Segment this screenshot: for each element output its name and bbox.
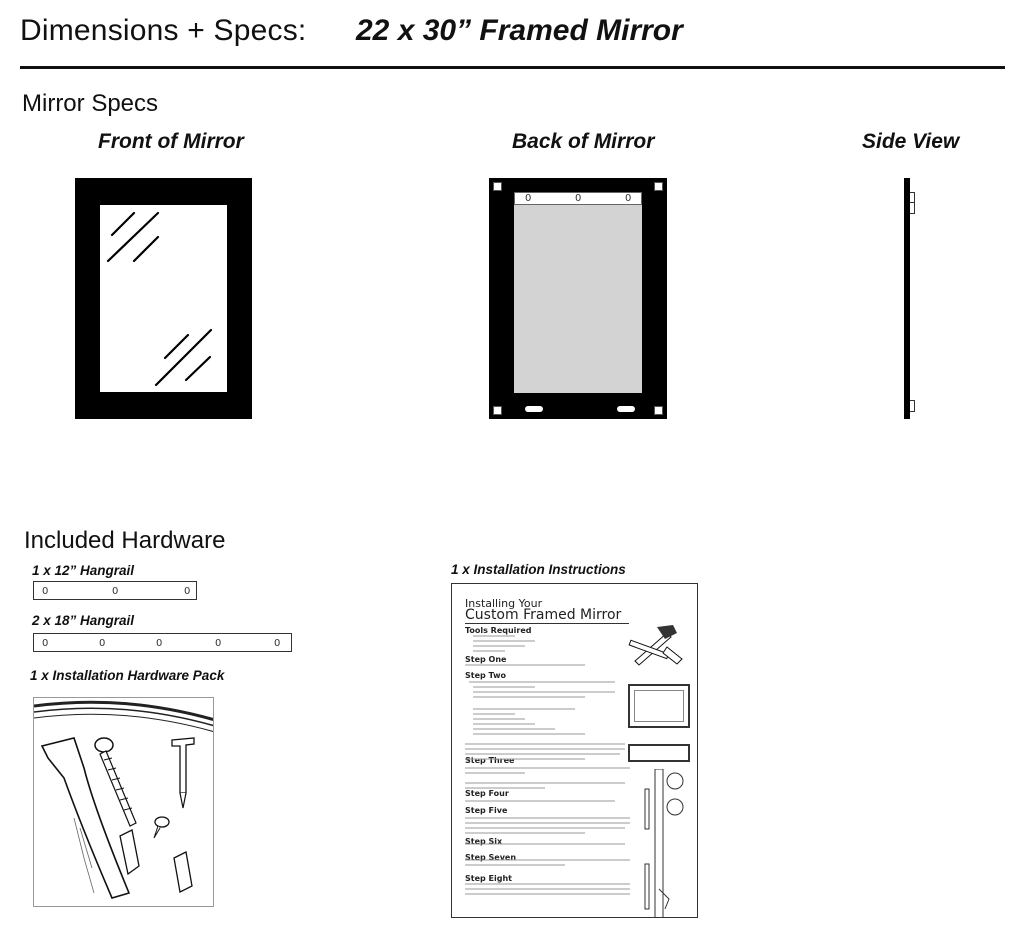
page-title: Dimensions + Specs: bbox=[20, 14, 307, 47]
hangrail-diagram-icon bbox=[628, 744, 690, 762]
rail-hole-icon: 0 bbox=[625, 193, 632, 204]
mirror-back-illustration bbox=[489, 178, 667, 419]
rail-hole-icon: 0 bbox=[215, 638, 222, 649]
hardware-pack-label: 1 x Installation Hardware Pack bbox=[30, 668, 225, 683]
side-hangrail-icon bbox=[910, 202, 915, 214]
back-panel bbox=[514, 205, 642, 393]
corner-bracket-icon bbox=[654, 406, 663, 415]
rail-hole-icon: 0 bbox=[156, 638, 163, 649]
included-hardware-heading: Included Hardware bbox=[24, 527, 226, 554]
frame-diagram-icon bbox=[628, 684, 690, 728]
rail-hole-icon: 0 bbox=[184, 586, 191, 597]
doc-step-heading: Step One bbox=[465, 655, 507, 664]
rail-hole-icon: 0 bbox=[99, 638, 106, 649]
mirror-front-illustration bbox=[75, 178, 252, 419]
rail-hole-icon: 0 bbox=[575, 193, 582, 204]
hangrail-12-label: 1 x 12” Hangrail bbox=[32, 563, 135, 578]
rail-hole-icon: 0 bbox=[112, 586, 119, 597]
instructions-label: 1 x Installation Instructions bbox=[451, 562, 626, 577]
doc-step-heading: Step Eight bbox=[465, 874, 512, 883]
corner-bracket-icon bbox=[493, 182, 502, 191]
doc-step-heading: Step Two bbox=[465, 671, 506, 680]
doc-title-line2: Custom Framed Mirror bbox=[465, 607, 629, 624]
hardware-pack-illustration bbox=[33, 697, 214, 907]
corner-bracket-icon bbox=[654, 182, 663, 191]
mirror-side-illustration bbox=[904, 178, 910, 419]
instructions-document-thumbnail bbox=[451, 583, 698, 918]
bumper-icon bbox=[617, 406, 635, 412]
rail-hole-icon: 0 bbox=[42, 638, 49, 649]
rail-hole-icon: 0 bbox=[274, 638, 281, 649]
product-title: 22 x 30” Framed Mirror bbox=[356, 14, 683, 47]
side-view-label: Side View bbox=[862, 130, 960, 153]
back-view-label: Back of Mirror bbox=[512, 130, 655, 153]
hangrail-12-illustration bbox=[33, 581, 197, 600]
tools-icon bbox=[627, 619, 687, 669]
rail-hole-icon: 0 bbox=[525, 193, 532, 204]
doc-step-heading: Tools Required bbox=[465, 626, 532, 635]
corner-bracket-icon bbox=[493, 406, 502, 415]
hangrail-18-label: 2 x 18” Hangrail bbox=[32, 613, 135, 628]
doc-step-heading: Step Four bbox=[465, 789, 509, 798]
hardware-pack-icon bbox=[34, 698, 214, 907]
doc-body-text-lines bbox=[465, 634, 635, 914]
mirror-specs-heading: Mirror Specs bbox=[22, 90, 159, 117]
bumper-icon bbox=[525, 406, 543, 412]
doc-step-heading: Step Six bbox=[465, 837, 503, 846]
hangrail-18-illustration bbox=[33, 633, 292, 652]
glass-reflection-icon bbox=[100, 205, 227, 392]
rail-hole-icon: 0 bbox=[42, 586, 49, 597]
front-view-label: Front of Mirror bbox=[98, 130, 244, 153]
doc-title-line1: Installing Your bbox=[465, 597, 543, 610]
wall-install-diagram-icon bbox=[635, 769, 690, 918]
back-hangrail bbox=[514, 192, 642, 205]
doc-step-heading: Step Five bbox=[465, 806, 508, 815]
side-bumper-icon bbox=[910, 400, 915, 412]
doc-step-heading: Step Three bbox=[465, 756, 515, 765]
mirror-glass bbox=[100, 205, 227, 392]
doc-step-heading: Step Seven bbox=[465, 853, 517, 862]
header-divider bbox=[20, 66, 1005, 69]
